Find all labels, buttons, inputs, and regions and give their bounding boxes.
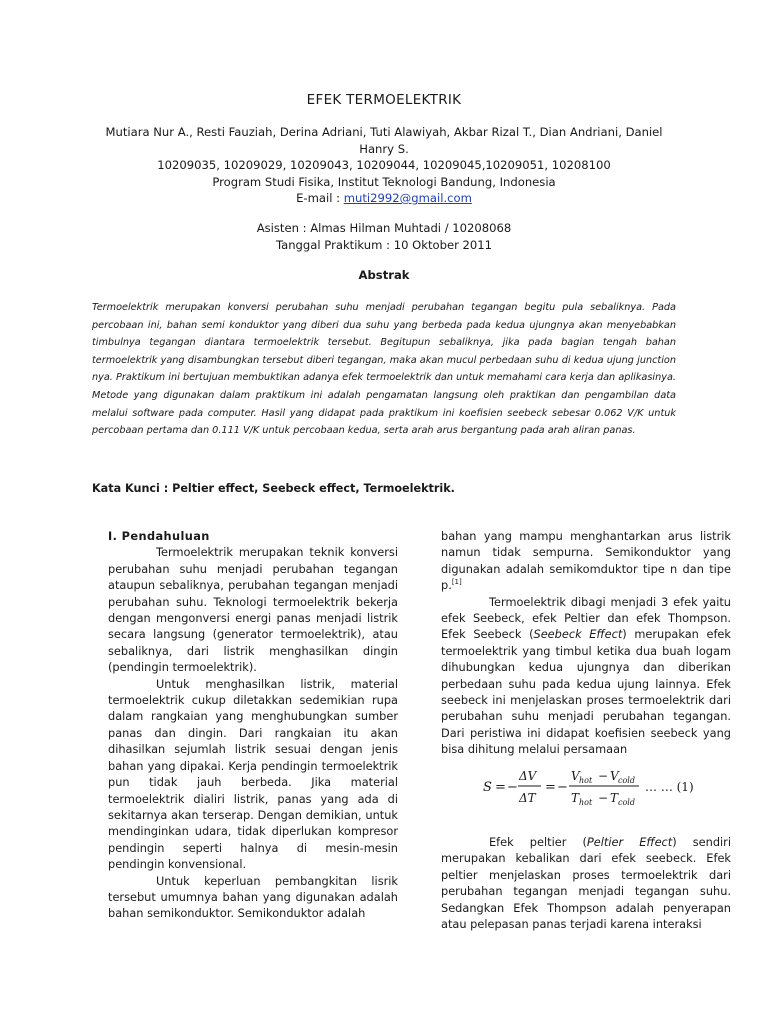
eq-minus: − xyxy=(507,780,518,795)
eq-num1: ΔV xyxy=(519,769,537,783)
citation-ref: [1] xyxy=(451,578,462,587)
eq-sub: hot xyxy=(579,798,593,806)
eq-equals: = xyxy=(495,780,506,795)
affiliation: Program Studi Fisika, Institut Teknologi Bandung, Indonesia xyxy=(212,174,556,189)
paragraph-text: ) merupakan efek termoelektrik yang timbul ketika dua buah logam dihubungkan kedua ujungnya dan diberikan perbedaan suhu pada kedua ujung lainnya. Efek seebeck ini menjelaskan proses termoelektrik dari perubahan suhu menjadi perubahan tegangan. Dari peristiwa ini didapat koefisien seebeck yang bisa dihitung melalui persamaan xyxy=(441,627,731,757)
eq-den1: ΔT xyxy=(519,791,536,805)
paragraph-text: ) sendiri merupakan kebalikan dari efek seebeck. Efek peltier menjelaskan proses termoelektrik dari perubahan tegangan menjadi tegangan suhu. Sedangkan Efek Thompson adalah penyerapan atau pelepasan panas terjadi karena interaksi xyxy=(441,835,732,932)
paper-title: EFEK TERMOELEKTRIK xyxy=(306,92,462,108)
eq-v: V xyxy=(610,769,619,783)
email-line xyxy=(60,190,708,207)
abstract-text: Termoelektrik merupakan konversi perubahan suhu menjadi perubahan tegangan begitu pula sebaliknya. Pada percobaan ini, bahan semi konduktor yang diberi dua suhu yang berbeda pada kedua ujungnya akan menyebabkan timbulnya tegangan diantara termoelektrik tersebut. Begitupun sebaliknya, jika pada bagian tengah bahan termoelektrik yang disambungkan tersebut diberi tegangan, maka akan mucul perbedaan suhu di kedua ujung junction nya. Praktikum ini bertujuan membuktikan adanya efek termoelektrik dan untuk memahami cara kerja dan aplikasinya. Metode yang digunakan dalam praktikum ini adalah pengamatan langsung oleh praktikan dan pengambilan data melalui software pada computer. Hasil yang didapat pada praktikum ini koefisien seebeck sebesar 0.062 V/K untuk percobaan pertama dan 0.111 V/K untuk percobaan kedua, serta arah arus bergantung pada arah aliran panas. xyxy=(92,302,676,437)
seebeck-equation xyxy=(481,766,711,806)
section-heading-pendahuluan: I. Pendahuluan xyxy=(108,529,210,543)
eq-sub: cold xyxy=(618,798,635,806)
student-ids: 10209035, 10209029, 10209043, 10209044, 10209045,10209051, 10208100 xyxy=(157,158,611,172)
email-label: E-mail : xyxy=(296,191,344,205)
practicum-date: Tanggal Praktikum : 10 Oktober 2011 xyxy=(275,238,493,252)
keywords: Kata Kunci : Peltier effect, Seebeck effect, Termoelektrik. xyxy=(92,482,455,495)
eq-lhs: S xyxy=(483,780,492,795)
eq-sub: hot xyxy=(579,776,593,785)
paragraph xyxy=(441,528,731,594)
paragraph: Termoelektrik merupakan teknik konversi perubahan suhu menjadi perubahan tegangan ataupun sebaliknya, perubahan tegangan menjadi perubahan suhu. Teknologi termoelektrik bekerja dengan mengonversi energi panas menjadi listrik secara langsung (generator termoelektrik), atau sebaliknya, dari listrik menghasilkan dingin (pendingin termoelektrik). xyxy=(108,545,398,675)
eq-minus: − xyxy=(557,780,568,795)
eq-equals: = xyxy=(545,780,556,795)
email-link[interactable]: muti2992@gmail.com xyxy=(343,191,472,205)
authors-line-1: Mutiara Nur A., Resti Fauziah, Derina Adriani, Tuti Alawiyah, Akbar Rizal T., Dian Andriani, Daniel xyxy=(105,125,663,139)
paragraph-text: Efek peltier ( xyxy=(489,835,587,849)
italic-term: Seebeck Effect xyxy=(533,627,623,642)
eq-number: … … (1) xyxy=(645,780,694,794)
eq-t: T xyxy=(610,791,619,805)
eq-minus: − xyxy=(598,769,609,783)
paragraph xyxy=(441,594,731,758)
paragraph-text: bahan yang mampu menghantarkan arus listrik namun tidak sempurna. Semikonduktor yang digunakan adalah semikomduktor tipe n dan tipe p. xyxy=(441,529,731,593)
paragraph: Untuk keperluan pembangkitan lisrik tersebut umumnya bahan yang digunakan adalah bahan semikonduktor. Semikonduktor adalah xyxy=(108,873,398,921)
italic-term: Peltier Effect xyxy=(586,835,673,849)
left-column xyxy=(108,528,398,922)
abstract-heading: Abstrak xyxy=(358,268,410,282)
assistant-name: Asisten : Almas Hilman Muhtadi / 10208068 xyxy=(256,221,512,235)
eq-t: T xyxy=(571,791,580,805)
eq-sub: cold xyxy=(618,776,635,785)
eq-minus: − xyxy=(598,791,609,805)
eq-v: V xyxy=(571,769,580,783)
paragraph xyxy=(441,834,731,932)
right-column-continued xyxy=(441,834,731,932)
paragraph-text: Termoelektrik dibagi menjadi 3 efek yaitu efek Seebeck, efek Peltier dan efek Thompson. Efek Seebeck ( xyxy=(441,594,731,642)
paragraph: Untuk menghasilkan listrik, material termoelektrik cukup diletakkan sedemikian rupa dalam rangkaian yang menghubungkan sumber panas dan dingin. Dari rangkaian itu akan dihasilkan sejumlah listrik sesuai dengan jenis bahan yang dipakai. Kerja pendingin termoelektrik pun tidak jauh berbeda. Jika material termoelektrik dialiri listrik, panas yang ada di sekitarnya akan terserap. Dengan demikian, untuk mendinginkan udara, tidak diperlukan kompresor pendingin seperti halnya di mesin-mesin pendingin konvensional. xyxy=(108,676,398,872)
author-block xyxy=(60,124,708,207)
authors-line-2: Hanry S. xyxy=(359,141,409,156)
assistant-block xyxy=(60,220,708,254)
right-column xyxy=(441,528,731,758)
